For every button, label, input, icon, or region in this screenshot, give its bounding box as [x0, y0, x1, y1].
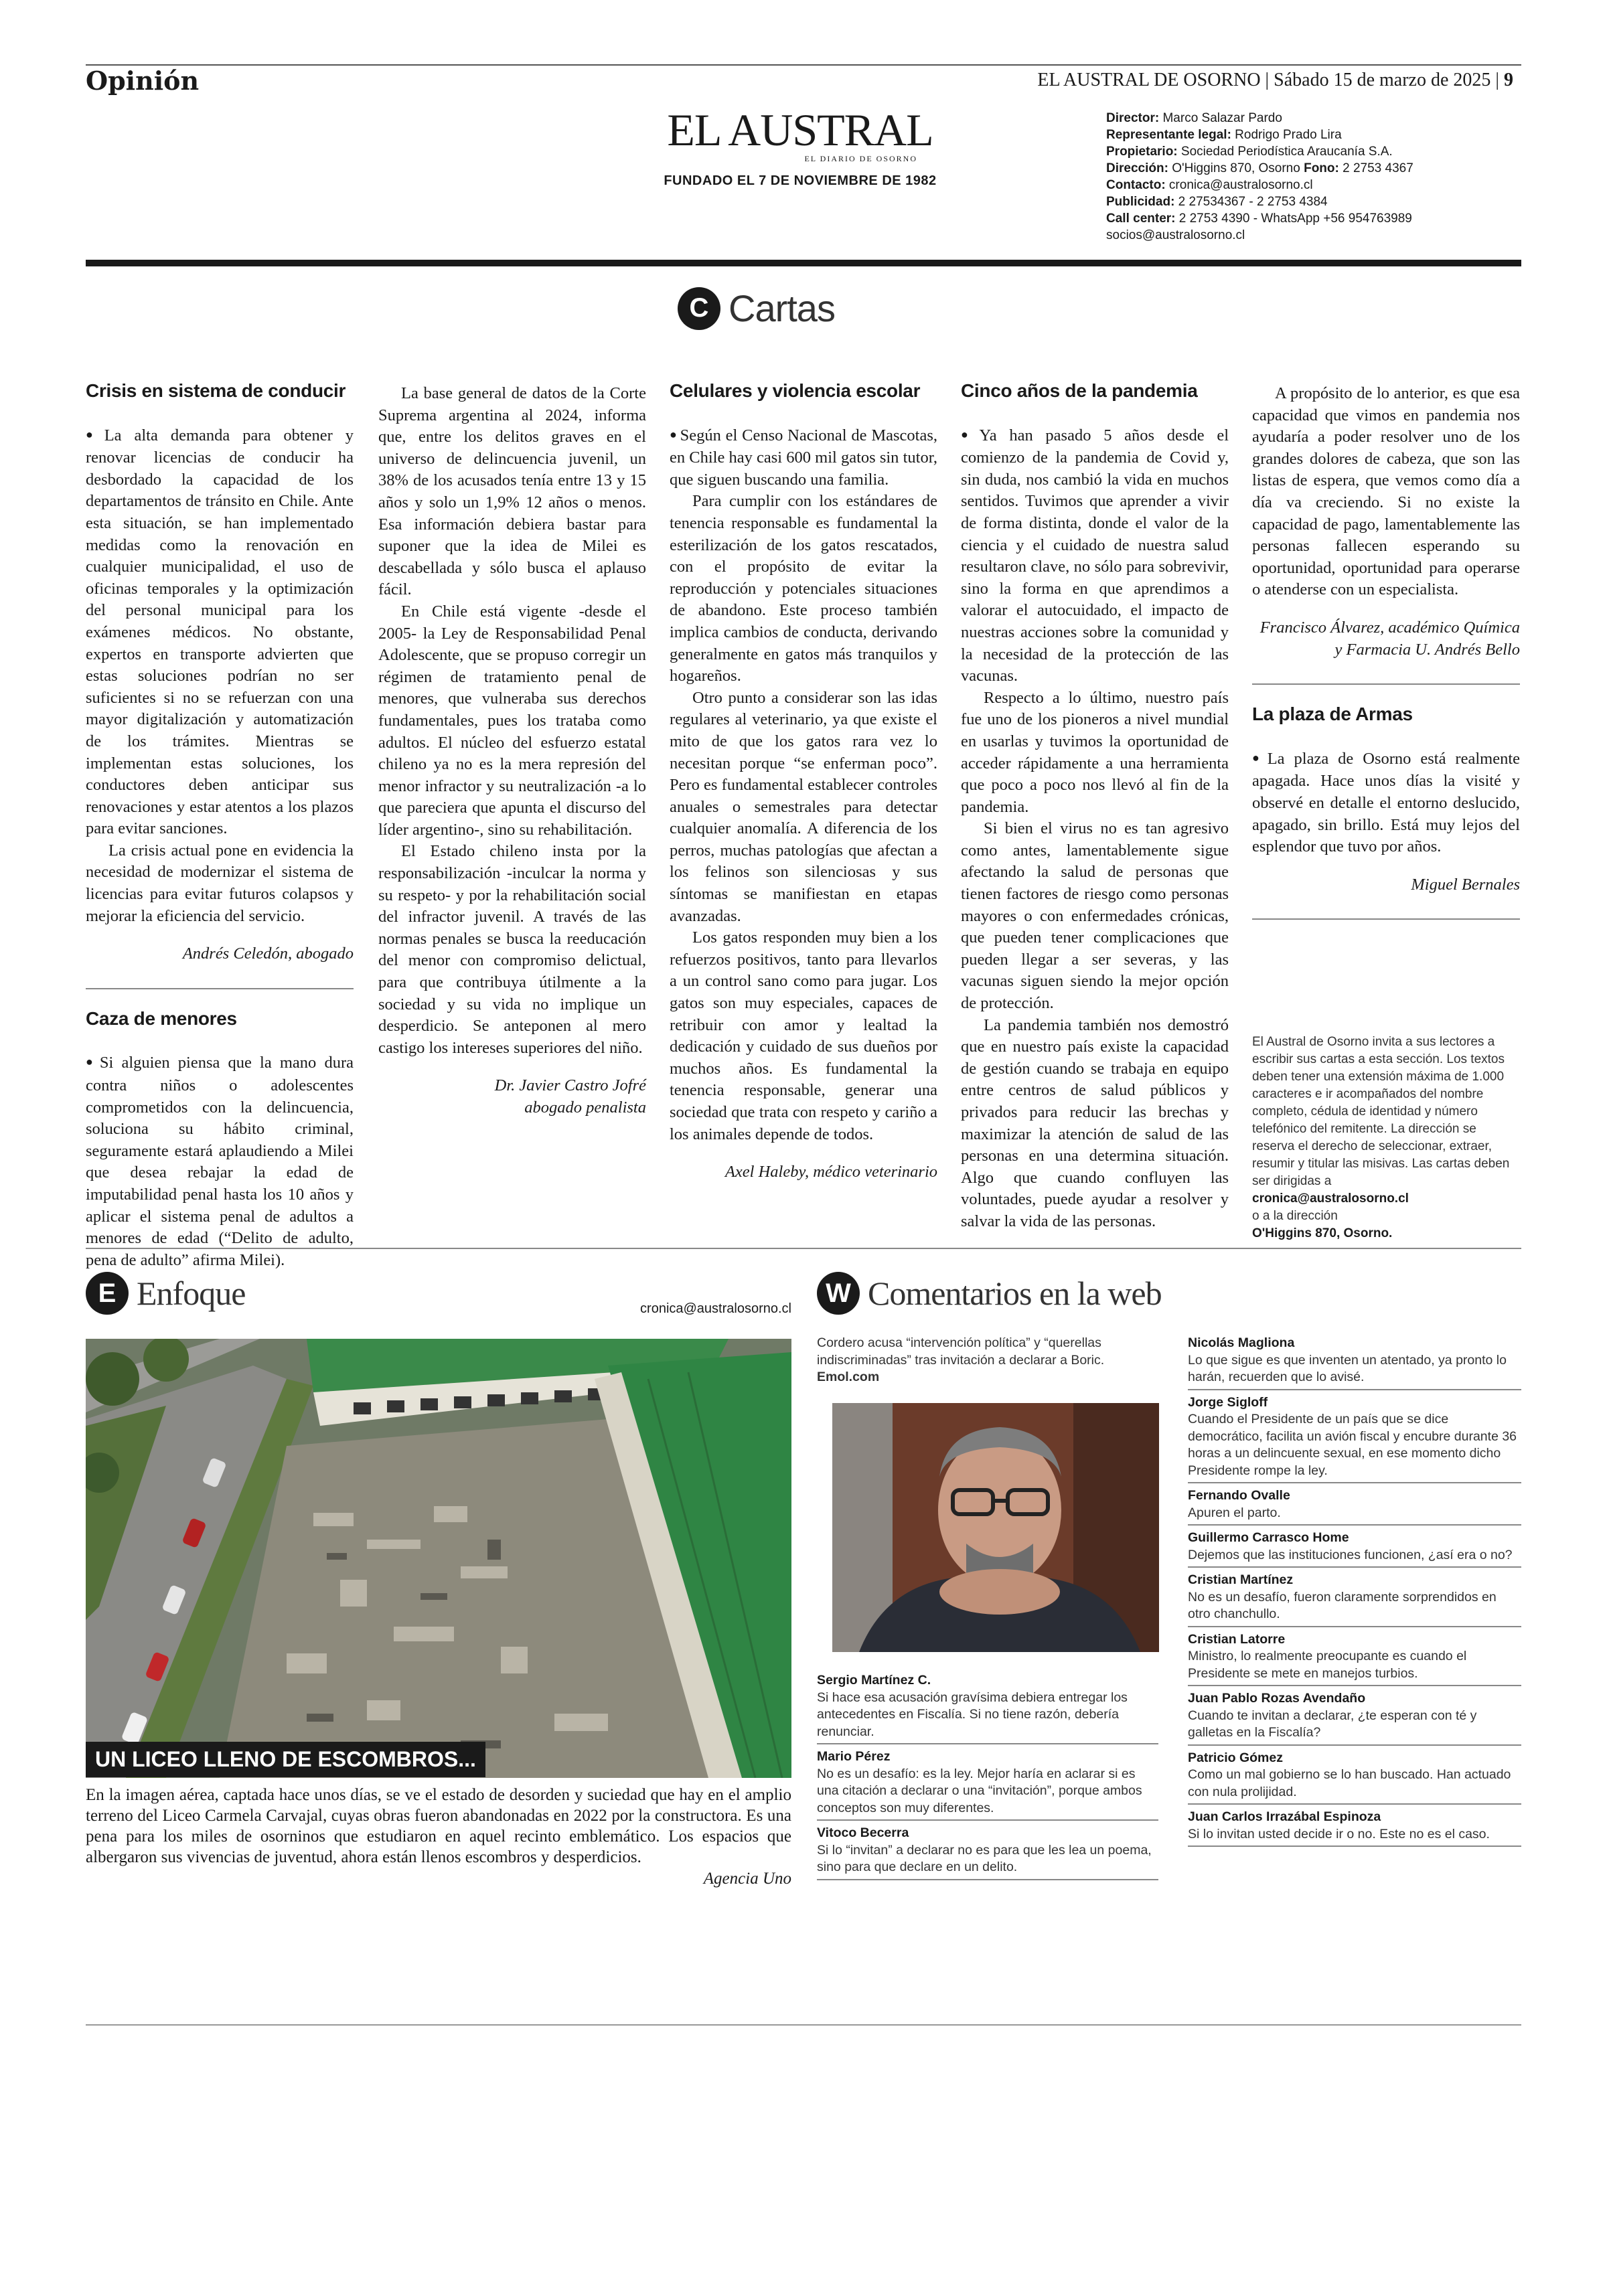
- staff-box: [1106, 110, 1521, 244]
- staff-line: Call center: 2 2753 4390 - WhatsApp +56 954763989: [1106, 212, 1412, 226]
- comment-author: Cristian Latorre: [1188, 1631, 1286, 1647]
- photo-title: UN LICEO LLENO DE ESCOMBROS...: [86, 1742, 485, 1777]
- letter-title: Celulares y violencia escolar: [670, 380, 921, 401]
- letter-paragraph: ● La plaza de Osorno está realmente apagada. Hace unos días la visité y observé en detalle el entorno deslucido, apagado, sin brillo. Está muy lejos del esplendor que tuvo por años.: [1252, 748, 1520, 858]
- comment-author: Sergio Martínez C.: [817, 1673, 931, 1688]
- letter-column-3: [670, 380, 937, 1183]
- staff-line: socios@australosorno.cl: [1106, 228, 1245, 242]
- portrait-image: [832, 1403, 1159, 1652]
- comment-item: [817, 1825, 1158, 1880]
- portrait-photo: [832, 1403, 1159, 1652]
- publication-date-line: [1037, 70, 1513, 91]
- staff-line: Contacto: cronica@australosorno.cl: [1106, 178, 1313, 192]
- comment-author: Nicolás Magliona: [1188, 1335, 1295, 1350]
- section-label: Opinión: [86, 66, 200, 96]
- enfoque-title: Enfoque: [137, 1275, 246, 1312]
- comments-right-column: [1188, 1335, 1521, 1851]
- comment-author: Vitoco Becerra: [817, 1825, 909, 1840]
- letter-paragraph: Los gatos responden muy bien a los refuerzos positivos, tanto para llevarlos a un control sano como para jugar. Los gatos son muy especiales, capaces de retribuir con amor y lealtad la dedicación y cuidado de sus dueños por muchos años. Es fundamental la tenencia responsable, generar una sociedad que trata con respeto y cariño a los animales depende de todos.: [670, 928, 937, 1143]
- letters-notice: El Austral de Osorno invita a sus lectores a escribir sus cartas a esta sección. Los textos deben tener una extensión máxima de 1.000 caracteres e ir acompañados del nombre completo, cédula de identidad y número telefónico del remitente. La dirección se reserva el derecho de seleccionar, extraer, resumir y titular las misivas. Las cartas deben ser dirigidas a cronica@australosorno.cl o a la dirección O'Higgins 870, Osorno.: [1252, 1035, 1510, 1240]
- comment-item: [1188, 1394, 1521, 1484]
- comment-item: [1188, 1335, 1521, 1390]
- letter-paragraph: ● Ya han pasado 5 años desde el comienzo de la pandemia de Covid y, sin duda, nos cambió la vida en muchos sentidos. Tuvimos que aprender a vivir de forma distinta, donde el valor de la ciencia y el cuidado de nuestra salud resultaron clave, no sólo para sobrevivir, sino la forma en que aprendimos a valorar el autocuidado, el impacto de nuestras acciones sobre la comunidad y la necesidad de la protección de las vacunas.: [961, 425, 1229, 687]
- comment-author: Jorge Sigloff: [1188, 1394, 1268, 1410]
- letter-column-1: [86, 380, 354, 1271]
- lead-source: Emol.com: [817, 1370, 880, 1384]
- letter-title: Crisis en sistema de conducir: [86, 380, 346, 401]
- letter-signature: Miguel Bernales: [1411, 875, 1520, 894]
- comment-item: [1188, 1750, 1521, 1805]
- comment-text: Si lo “invitan” a declarar no es para que les lea un poema, sino para que declare en un delito.: [817, 1842, 1152, 1874]
- masthead-subtitle: EL DIARIO DE OSORNO: [804, 154, 917, 163]
- letter-paragraph: A propósito de lo anterior, es que esa capacidad que vimos en pandemia nos ayudaría a poder resolver uno de los grandes dolores de cabeza, que son las listas de espera, que vemos como día a día va creciendo. Si no existe la capacidad de pago, lamentablemente las personas fallecen esperando su oportunidad, oportunidad para operarse o atenderse con un especialista.: [1252, 384, 1520, 599]
- letter-paragraph: Si bien el virus no es tan agresivo como antes, lamentablemente sigue afectando la salud de personas que tienen factores de riesgo como personas mayores o con enfermedades crónicas, que pueden tener complicaciones que pueden llegar a ser severas, y las vacunas siguen siendo la mejor opción de protección.: [961, 819, 1229, 1013]
- comment-text: No es un desafío, fueron claramente sorprendidos en otro chanchullo.: [1188, 1589, 1497, 1621]
- comments-lead: [817, 1335, 1105, 1386]
- letter-paragraph: El Estado chileno insta por la responsabilización -inculcar la norma y su respeto- y por la rehabilitación social del infractor juvenil. A través de las normas penales se busca la reeducación del menor con compromiso delictual, para que contribuya útilmente a la sociedad y su vida no implique un desperdicio. Se anteponen al mero castigo los intereses superiores del niño.: [378, 842, 646, 1057]
- comment-text: Apuren el parto.: [1188, 1505, 1281, 1520]
- staff-line: Propietario: Sociedad Periodística Araucanía S.A.: [1106, 145, 1393, 159]
- divider: [1252, 918, 1520, 920]
- letter-column-4: [961, 380, 1229, 1233]
- founded-line: FUNDADO EL 7 DE NOVIEMBRE DE 1982: [664, 173, 937, 188]
- comment-text: Cuando te invitan a declarar, ¿te esperan con té y galletas en la Fiscalía?: [1188, 1708, 1477, 1740]
- lead-headline: Cordero acusa “intervención política” y “querellas indiscriminadas” tras invitación a declarar a Boric.: [817, 1335, 1105, 1368]
- comment-item: [1188, 1572, 1521, 1627]
- letter-paragraph: Respecto a lo último, nuestro país fue uno de los pioneros a nivel mundial en usarlas y tuvimos la oportunidad de acceder rápidamente a una herramienta que poco a poco nos llevó al fin de la pandemia.: [961, 688, 1229, 816]
- notice-address: O'Higgins 870, Osorno.: [1252, 1226, 1393, 1240]
- letter-title: La plaza de Armas: [1252, 704, 1413, 725]
- letter-signature: Andrés Celedón, abogado: [182, 945, 354, 963]
- comments-left-column: [817, 1672, 1158, 1884]
- page-number: 9: [1504, 70, 1513, 90]
- letter-paragraph: Otro punto a considerar son las idas regulares al veterinario, ya que existe el mito de que los gatos rara vez lo necesitan porque “se enferman poco”. Pero es fundamental establecer controles anuales o semestrales para detectar cualquier anomalía. A diferencia de los perros, muchas patologías que afectan a los felinos son silenciosas y sus síntomas se manifiestan en etapas avanzadas.: [670, 688, 938, 925]
- letter-signature: Dr. Javier Castro Jofré abogado penalista: [494, 1076, 646, 1117]
- comentarios-section-title: [817, 1272, 1162, 1315]
- cartas-title: Cartas: [729, 287, 835, 329]
- masthead-title: EL AUSTRAL: [667, 104, 933, 155]
- aerial-photo: [86, 1339, 791, 1778]
- photo-caption: En la imagen aérea, captada hace unos días, se ve el estado de desorden y suciedad que hay en el amplio terreno del Liceo Carmela Carvajal, cuyas obras fueron abandonadas en 2022 por la constructora. Es una pena para los miles de osorninos que estudiaron en aquel recinto emblemático. Los espacios que albergaron sus vivencias de juventud, ahora están llenos escombros y desperdicios.: [86, 1786, 791, 1866]
- staff-line: Dirección: O'Higgins 870, Osorno Fono: 2 2753 4367: [1106, 161, 1413, 175]
- letter-column-2: [378, 383, 646, 1119]
- letter-signature: Francisco Álvarez, académico Química y Farmacia U. Andrés Bello: [1259, 618, 1520, 659]
- comment-item: [1188, 1809, 1521, 1847]
- comment-author: Juan Pablo Rozas Avendaño: [1188, 1691, 1366, 1706]
- letter-paragraph: La crisis actual pone en evidencia la necesidad de modernizar el sistema de licencias para evitar futuros colapsos y mejorar la eficiencia del servicio.: [86, 841, 354, 925]
- enfoque-badge: E: [86, 1272, 129, 1315]
- staff-line: Director: Marco Salazar Pardo: [1106, 111, 1282, 125]
- publication-date: | Sábado 15 de marzo de 2025 |: [1260, 70, 1504, 90]
- comentarios-title: Comentarios en la web: [868, 1275, 1162, 1312]
- comment-item: [1188, 1690, 1521, 1746]
- letter-signature: Axel Haleby, médico veterinario: [724, 1163, 937, 1181]
- divider: [86, 988, 354, 989]
- letter-paragraph: En Chile está vigente -desde el 2005- la Ley de Responsabilidad Penal Adolescente, que se propuso corregir un régimen de tratamiento penal de menores, que vulneraba sus derechos fundamentales, pues los trataba como adultos. El núcleo del esfuerzo estatal chileno ya no es la mera represión del menor infractor y su neutralización -a lo que pareciera que apunta el discurso del líder argentino-, sino su rehabilitación.: [378, 602, 646, 839]
- comment-item: [1188, 1631, 1521, 1687]
- letter-title: Cinco años de la pandemia: [961, 380, 1198, 401]
- notice-email: cronica@australosorno.cl: [1252, 1192, 1409, 1206]
- letter-paragraph: La base general de datos de la Corte Suprema argentina al 2024, informa que, entre los delitos graves en el universo de delincuencia juvenil, un 38% de los acusados tenía entre 13 y 15 años y solo un 1,9% 12 años o menos. Esa información debiera bastar para suponer que la idea de Milei es descabellada y sólo busca el aplauso fácil.: [378, 384, 646, 599]
- comment-author: Patricio Gómez: [1188, 1750, 1283, 1765]
- aerial-school-image: [86, 1339, 791, 1778]
- masthead: [643, 104, 958, 189]
- cartas-badge: C: [678, 287, 720, 330]
- comment-text: Si lo invitan usted decide ir o no. Este no es el caso.: [1188, 1826, 1490, 1841]
- comment-item: [1188, 1530, 1521, 1568]
- divider: [1252, 683, 1520, 685]
- enfoque-email: cronica@australosorno.cl: [640, 1301, 791, 1316]
- comment-item: [817, 1748, 1158, 1821]
- letter-paragraph: ● Según el Censo Nacional de Mascotas, en Chile hay casi 600 mil gatos sin tutor, que siguen buscando una familia.: [670, 425, 937, 491]
- staff-line: Representante legal: Rodrigo Prado Lira: [1106, 128, 1342, 142]
- comment-text: No es un desafío: es la ley. Mejor haría en aclarar si es una citación a declarar o una “invitación”, porque ambos conceptos son muy diferentes.: [817, 1766, 1142, 1815]
- letter-paragraph: Para cumplir con los estándares de tenencia responsable es fundamental la esterilización de los gatos rescatados, con el propósito de evitar la reproducción y potenciales situaciones de abandono. Este proceso también implica cambios de conducta, derivando generalmente en gatos más tranquilos y hogareños.: [670, 492, 937, 685]
- comment-text: Cuando el Presidente de un país que se dice democrático, facilita un avión fiscal y encubre durante 36 horas a un delincuente sexual, en ese momento dicho Presidente rompe la ley.: [1188, 1412, 1517, 1478]
- photo-credit: Agencia Uno: [703, 1870, 791, 1888]
- comment-author: Juan Carlos Irrazábal Espinoza: [1188, 1809, 1381, 1824]
- comment-item: [1188, 1487, 1521, 1526]
- comment-item: [817, 1672, 1158, 1744]
- enfoque-section-title: [86, 1272, 245, 1315]
- letter-paragraph: ● La alta demanda para obtener y renovar licencias de conducir ha desbordado la capacidad de los departamentos de tránsito en Chile. Ante esta situación, se han implementado medidas como la renovación en cualquier municipalidad, el uso de oficinas temporales y la optimización del personal municipal para los exámenes médicos. No obstante, expertos en transporte advierten que estas soluciones podrían no ser suficientes si no se refuerzan con una mayor digitalización y automatización de los trámites. Mientras se implementan estas soluciones, los conductores deben anticipar sus renovaciones y estar atentos a los plazos para evitar sanciones.: [86, 425, 354, 840]
- publication-name: EL AUSTRAL DE OSORNO: [1037, 70, 1261, 90]
- letter-column-5: [1252, 383, 1520, 938]
- comment-author: Mario Pérez: [817, 1749, 891, 1764]
- letter-paragraph: ● Si alguien piensa que la mano dura contra niños o adolescentes comprometidos con la delincuencia, soluciona su hábito criminal, seguramente estará aplaudiendo a Milei que desea rebajar la edad de imputabilidad penal hasta los 10 años y aplicar el sistema penal de adultos a menores de edad (“Delito de adulto, pena de adulto” afirma Milei).: [86, 1052, 354, 1271]
- comment-text: Ministro, lo realmente preocupante es cuando el Presidente se mete en manejos turbios.: [1188, 1649, 1467, 1681]
- comment-author: Fernando Ovalle: [1188, 1488, 1290, 1503]
- staff-line: Publicidad: 2 27534367 - 2 2753 4384: [1106, 195, 1328, 209]
- comment-text: Si hace esa acusación gravísima debiera entregar los antecedentes en Fiscalía. Si no tiene razón, debería renunciar.: [817, 1690, 1128, 1739]
- cartas-section-title: [678, 286, 835, 330]
- letter-title: Caza de menores: [86, 1007, 237, 1029]
- letter-paragraph: La pandemia también nos demostró que en nuestro país existe la capacidad de gestión cuando se trabaja en equipo entre centros de salud públicos y privados para reducir las brechas y maximizar la atención de salud de las personas en una determina situación. Algo que cuando confluyen las voluntades, puede ayudar a resolver y salvar la vida de las personas.: [961, 1015, 1229, 1230]
- comment-author: Cristian Martínez: [1188, 1572, 1294, 1587]
- comment-text: Dejemos que las instituciones funcionen, ¿así era o no?: [1188, 1547, 1513, 1562]
- comment-text: Lo que sigue es que inventen un atentado, ya pronto lo harán, recuerden que lo avisé.: [1188, 1352, 1507, 1384]
- comment-text: Como un mal gobierno se lo han buscado. Han actuado con nula prolijidad.: [1188, 1767, 1511, 1799]
- comment-author: Guillermo Carrasco Home: [1188, 1530, 1349, 1545]
- comentarios-badge: W: [817, 1272, 860, 1315]
